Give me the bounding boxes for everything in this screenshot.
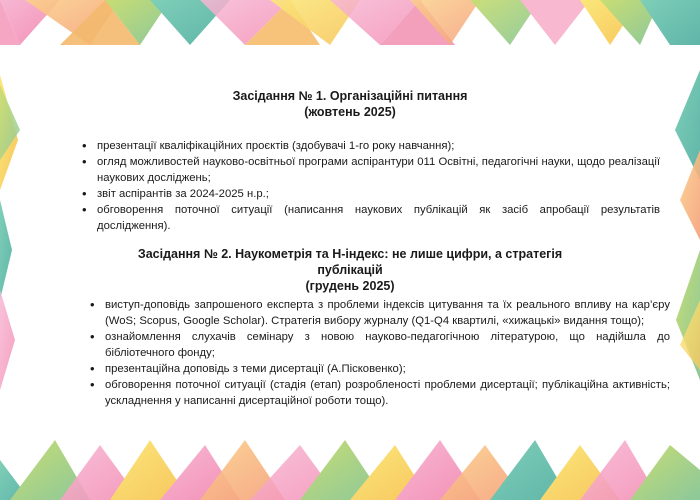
list-item: • ознайомлення слухачів семінару з новою науково-педагогічною літературою, що надійшла до бібліотечного фонду; [86, 329, 670, 361]
session2-date: (грудень 2025) [305, 279, 395, 293]
session2-title-line2: публікацій [317, 263, 383, 277]
list-item: • обговорення поточної ситуації (стадія (етап) розробленості проблеми дисертації; публікаційна активність; ускладнення у написанні дисертаційної роботи тощо). [86, 377, 670, 409]
list-item: • виступ-доповідь запрошеного експерта з проблеми індексів цитування та їх реального впливу на кар’єру (WoS; Scopus, Google Scholar). Стратегія вибору журналу (Q1-Q4 квартилі, «хижацькі» видання тощо); [86, 297, 670, 329]
list-item: • звіт аспірантів за 2024-2025 н.р.; [78, 186, 660, 202]
list-item: • огляд можливостей науково-освітньої програми аспірантури 011 Освітні, педагогічні науки, щодо реалізації наукових досліджень; [78, 154, 660, 186]
list-item: • презентаційна доповідь з теми дисертації (А.Пісковенко); [86, 361, 670, 377]
list-item: • обговорення поточної ситуації (написання наукових публікацій як засіб апробації результатів дослідження). [78, 202, 660, 234]
session2-title-line1: Засідання № 2. Наукометрія та H-індекс: не лише цифри, а стратегія [137, 247, 563, 261]
session1-heading [140, 88, 560, 120]
session1-date: (жовтень 2025) [304, 105, 396, 119]
session2-list [86, 297, 670, 409]
session2-heading [110, 246, 590, 294]
session1-title: Засідання № 1. Організаційні питання [232, 89, 468, 103]
session1-list [78, 138, 660, 234]
list-item: • презентації кваліфікаційних проєктів (здобувачі 1-го року навчання); [78, 138, 660, 154]
